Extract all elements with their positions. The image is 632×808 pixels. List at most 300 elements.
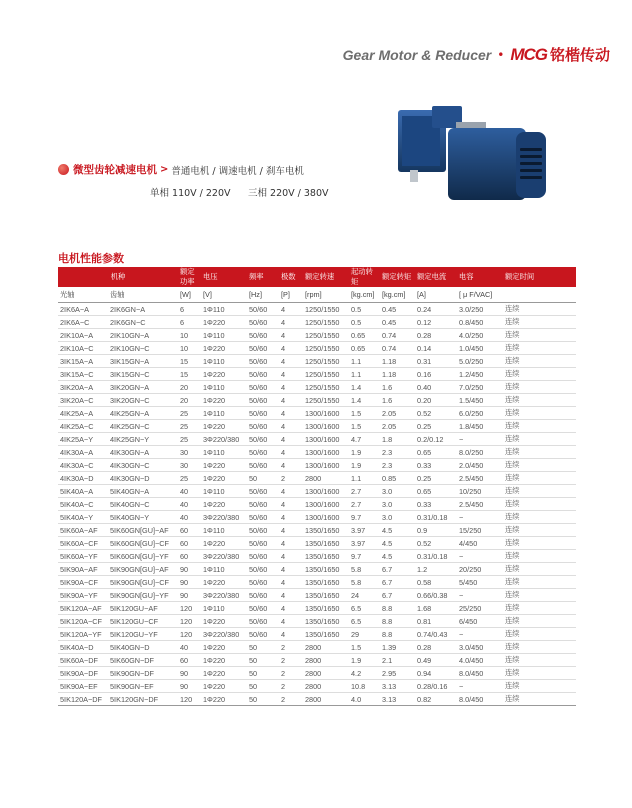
table-cell: 4IK25GN−C <box>108 420 178 433</box>
table-cell: 6.5 <box>349 615 380 628</box>
table-cell: 4 <box>279 433 303 446</box>
table-cell: 1Φ220 <box>201 641 247 654</box>
table-cell: 5IK90GN−DF <box>108 667 178 680</box>
table-cell: 0.94 <box>415 667 457 680</box>
table-cell: 50 <box>247 654 279 667</box>
table-cell: 1350/1650 <box>303 563 349 576</box>
table-cell: 2IK6A−C <box>58 316 108 329</box>
table-cell: 5IK90A−YF <box>58 589 108 602</box>
table-cell: 1.5/450 <box>457 394 503 407</box>
col-header: 额定时间 <box>503 267 576 287</box>
table-row <box>58 303 576 316</box>
table-row <box>58 537 576 550</box>
table-cell: 连续 <box>503 654 576 667</box>
table-cell: 0.28/0.16 <box>415 680 457 693</box>
table-cell: 3Φ220/380 <box>201 511 247 524</box>
table-cell: 2.3 <box>380 459 415 472</box>
table-cell: 2.95 <box>380 667 415 680</box>
table-row <box>58 602 576 615</box>
table-cell: 1Φ220 <box>201 654 247 667</box>
table-row <box>58 342 576 355</box>
table-cell: 1250/1550 <box>303 342 349 355</box>
table-cell: 50/60 <box>247 420 279 433</box>
brand-name-cn: 铭楷传动 <box>549 46 610 64</box>
table-cell: 50/60 <box>247 498 279 511</box>
table-cell: 0.31 <box>415 355 457 368</box>
table-cell: 6.0/250 <box>457 407 503 420</box>
table-cell: 2 <box>279 667 303 680</box>
table-cell: 50/60 <box>247 550 279 563</box>
table-cell: 1Φ110 <box>201 329 247 342</box>
table-cell: 1350/1650 <box>303 602 349 615</box>
table-cell: 15 <box>178 355 201 368</box>
table-cell: 3Φ220/380 <box>201 433 247 446</box>
table-cell: 4 <box>279 420 303 433</box>
table-cell: 50/60 <box>247 368 279 381</box>
col-header: 起动转矩 <box>349 267 380 287</box>
table-cell: 1Φ220 <box>201 498 247 511</box>
table-cell: 4.0 <box>349 693 380 706</box>
table-cell: 连续 <box>503 394 576 407</box>
table-cell: 50 <box>247 641 279 654</box>
table-cell: 50 <box>247 472 279 485</box>
table-cell: 4.0/250 <box>457 329 503 342</box>
table-cell: 3.13 <box>380 680 415 693</box>
table-cell: 10 <box>178 342 201 355</box>
table-cell: 5.0/250 <box>457 355 503 368</box>
table-cell: 0.65 <box>349 342 380 355</box>
table-cell: 0.58 <box>415 576 457 589</box>
table-row <box>58 654 576 667</box>
table-cell: 1Φ220 <box>201 680 247 693</box>
table-cell: 4IK25GN−Y <box>108 433 178 446</box>
table-cell: 5IK60GN[GU]−CF <box>108 537 178 550</box>
table-cell: 连续 <box>503 511 576 524</box>
table-subheader-row <box>58 287 576 303</box>
table-cell: 50/60 <box>247 589 279 602</box>
table-cell: 4.2 <box>349 667 380 680</box>
table-cell: 9.7 <box>349 511 380 524</box>
table-cell: 3IK15GN−C <box>108 368 178 381</box>
table-cell: 3IK20GN−C <box>108 394 178 407</box>
table-row <box>58 381 576 394</box>
table-cell: 50/60 <box>247 485 279 498</box>
section-title: 电机性能参数 <box>58 252 124 265</box>
table-cell: 连续 <box>503 472 576 485</box>
table-cell: 连续 <box>503 407 576 420</box>
table-cell: 3.97 <box>349 537 380 550</box>
brand-logo: MCG <box>510 44 547 64</box>
table-cell: 5IK60GN−DF <box>108 654 178 667</box>
table-cell: 2 <box>279 654 303 667</box>
table-cell: 8.8 <box>380 628 415 641</box>
table-cell: 5IK40A−Y <box>58 511 108 524</box>
table-cell: 5IK90GN−EF <box>108 680 178 693</box>
table-cell: 4 <box>279 511 303 524</box>
unit-header: [A] <box>415 287 457 303</box>
table-cell: 1.4 <box>349 381 380 394</box>
col-header: 电容 <box>457 267 503 287</box>
table-cell: 0.16 <box>415 368 457 381</box>
table-cell: 5IK90GN[GU]−YF <box>108 589 178 602</box>
table-cell: 连续 <box>503 368 576 381</box>
table-cell: 25 <box>178 407 201 420</box>
product-category-line <box>58 162 304 177</box>
three-phase-spec: 三相 220V / 380V <box>248 188 329 199</box>
table-body <box>58 303 576 706</box>
table-cell: 1.6 <box>380 394 415 407</box>
table-cell: 0.31/0.18 <box>415 511 457 524</box>
table-cell: 4.5 <box>380 524 415 537</box>
table-cell: 0.25 <box>415 472 457 485</box>
tagline: Gear Motor & Reducer <box>342 46 492 63</box>
table-cell: 5IK40GN−D <box>108 641 178 654</box>
table-cell: 60 <box>178 537 201 550</box>
table-cell: 1250/1550 <box>303 355 349 368</box>
table-cell: 1.0/450 <box>457 342 503 355</box>
table-cell: 2IK10A−A <box>58 329 108 342</box>
table-cell: 3.0/450 <box>457 641 503 654</box>
table-cell: 25 <box>178 472 201 485</box>
table-cell: 1Φ220 <box>201 537 247 550</box>
table-cell: − <box>457 433 503 446</box>
table-cell: 1300/1600 <box>303 459 349 472</box>
table-cell: 0.65 <box>349 329 380 342</box>
table-cell: 5IK60A−DF <box>58 654 108 667</box>
table-cell: 1Φ220 <box>201 472 247 485</box>
table-cell: 1350/1650 <box>303 615 349 628</box>
table-row <box>58 472 576 485</box>
col-header: 机种 <box>58 267 178 287</box>
table-cell: − <box>457 511 503 524</box>
table-cell: 4IK30GN−C <box>108 459 178 472</box>
table-cell: 4 <box>279 342 303 355</box>
table-cell: 2.0/450 <box>457 459 503 472</box>
table-cell: 5IK60A−YF <box>58 550 108 563</box>
table-row <box>58 446 576 459</box>
table-cell: 连续 <box>503 589 576 602</box>
table-cell: 0.74 <box>380 342 415 355</box>
table-cell: 4 <box>279 407 303 420</box>
table-cell: 50/60 <box>247 394 279 407</box>
table-cell: 2800 <box>303 680 349 693</box>
table-cell: 4 <box>279 485 303 498</box>
table-cell: 0.14 <box>415 342 457 355</box>
table-cell: 120 <box>178 615 201 628</box>
table-cell: 1350/1650 <box>303 524 349 537</box>
table-cell: 4 <box>279 329 303 342</box>
col-header: 极数 <box>279 267 303 287</box>
table-cell: 2.05 <box>380 407 415 420</box>
table-cell: 120 <box>178 693 201 706</box>
table-cell: 1Φ110 <box>201 524 247 537</box>
table-cell: 连续 <box>503 446 576 459</box>
table-cell: 5.8 <box>349 576 380 589</box>
table-cell: 30 <box>178 446 201 459</box>
table-cell: 1Φ110 <box>201 303 247 316</box>
table-cell: 1Φ220 <box>201 316 247 329</box>
table-cell: 5IK40A−C <box>58 498 108 511</box>
table-cell: − <box>457 628 503 641</box>
table-cell: 50/60 <box>247 342 279 355</box>
table-cell: 1300/1600 <box>303 511 349 524</box>
table-cell: 1250/1550 <box>303 316 349 329</box>
table-cell: 50/60 <box>247 329 279 342</box>
table-cell: 3.0/250 <box>457 303 503 316</box>
table-cell: 4 <box>279 381 303 394</box>
table-cell: 4.5 <box>380 537 415 550</box>
table-cell: 4 <box>279 563 303 576</box>
table-cell: 5IK40GN−A <box>108 485 178 498</box>
table-cell: 0.65 <box>415 485 457 498</box>
table-cell: 0.40 <box>415 381 457 394</box>
table-row <box>58 550 576 563</box>
table-cell: 1.39 <box>380 641 415 654</box>
table-cell: 3Φ220/380 <box>201 589 247 602</box>
table-cell: 1.9 <box>349 654 380 667</box>
table-cell: 1.1 <box>349 472 380 485</box>
table-cell: 0.52 <box>415 407 457 420</box>
table-cell: 5/450 <box>457 576 503 589</box>
table-cell: 1.9 <box>349 446 380 459</box>
table-cell: 8.8 <box>380 615 415 628</box>
table-cell: 3.0 <box>380 485 415 498</box>
table-cell: 2 <box>279 680 303 693</box>
table-cell: 0.20 <box>415 394 457 407</box>
table-cell: 4 <box>279 368 303 381</box>
table-cell: 2800 <box>303 693 349 706</box>
table-cell: 15 <box>178 368 201 381</box>
table-cell: 2800 <box>303 654 349 667</box>
table-cell: 50/60 <box>247 602 279 615</box>
table-cell: 4IK30GN−D <box>108 472 178 485</box>
table-cell: 3IK20A−A <box>58 381 108 394</box>
table-cell: 4 <box>279 394 303 407</box>
table-cell: 50/60 <box>247 615 279 628</box>
table-row <box>58 524 576 537</box>
table-cell: 连续 <box>503 420 576 433</box>
table-cell: 连续 <box>503 550 576 563</box>
col-header: 额定转速 <box>303 267 349 287</box>
table-cell: 连续 <box>503 667 576 680</box>
table-cell: 1Φ220 <box>201 615 247 628</box>
table-cell: 25/250 <box>457 602 503 615</box>
table-cell: 4IK25A−C <box>58 420 108 433</box>
table-row <box>58 394 576 407</box>
gear-motor-image <box>396 106 556 206</box>
table-cell: 1.8/450 <box>457 420 503 433</box>
table-cell: 50 <box>247 693 279 706</box>
table-cell: 5IK90A−AF <box>58 563 108 576</box>
table-cell: 5IK90A−CF <box>58 576 108 589</box>
table-cell: 0.31/0.18 <box>415 550 457 563</box>
table-cell: 4IK30GN−A <box>108 446 178 459</box>
table-row <box>58 420 576 433</box>
table-cell: 1250/1550 <box>303 381 349 394</box>
table-cell: 0.9 <box>415 524 457 537</box>
table-cell: 0.74/0.43 <box>415 628 457 641</box>
table-row <box>58 576 576 589</box>
table-cell: 3.13 <box>380 693 415 706</box>
table-cell: 1250/1550 <box>303 303 349 316</box>
table-cell: 24 <box>349 589 380 602</box>
table-cell: 0.45 <box>380 316 415 329</box>
table-cell: 0.85 <box>380 472 415 485</box>
table-cell: 4 <box>279 576 303 589</box>
table-cell: 3IK20A−C <box>58 394 108 407</box>
table-cell: 1.5 <box>349 407 380 420</box>
table-cell: 5IK120A−AF <box>58 602 108 615</box>
table-cell: 3IK15A−C <box>58 368 108 381</box>
table-cell: 连续 <box>503 576 576 589</box>
table-cell: 4 <box>279 303 303 316</box>
table-cell: 6.7 <box>380 589 415 602</box>
table-row <box>58 693 576 706</box>
table-cell: 4.5 <box>380 550 415 563</box>
table-cell: 1250/1550 <box>303 394 349 407</box>
table-cell: 90 <box>178 576 201 589</box>
table-cell: 1Φ220 <box>201 576 247 589</box>
table-cell: 1.18 <box>380 368 415 381</box>
table-cell: 5IK90A−EF <box>58 680 108 693</box>
table-cell: 7.0/250 <box>457 381 503 394</box>
table-cell: 1Φ220 <box>201 693 247 706</box>
table-cell: 1300/1600 <box>303 446 349 459</box>
table-cell: 4 <box>279 524 303 537</box>
unit-header: 光轴 <box>58 287 108 303</box>
table-cell: 4IK25A−A <box>58 407 108 420</box>
table-cell: 8.8 <box>380 602 415 615</box>
unit-header: [W] <box>178 287 201 303</box>
table-cell: 6.5 <box>349 602 380 615</box>
table-cell: 6.7 <box>380 563 415 576</box>
table-cell: 5IK90A−DF <box>58 667 108 680</box>
table-cell: 1300/1600 <box>303 407 349 420</box>
table-cell: 4 <box>279 602 303 615</box>
table-cell: 5IK60GN[GU]−YF <box>108 550 178 563</box>
table-cell: 1.8 <box>380 433 415 446</box>
table-cell: 25 <box>178 433 201 446</box>
table-cell: 连续 <box>503 680 576 693</box>
table-cell: 50/60 <box>247 355 279 368</box>
table-cell: 90 <box>178 589 201 602</box>
table-cell: 2.1 <box>380 654 415 667</box>
table-cell: 5IK60A−AF <box>58 524 108 537</box>
bullet-dot-icon <box>58 164 69 175</box>
table-cell: 29 <box>349 628 380 641</box>
table-cell: 8.0/450 <box>457 693 503 706</box>
table-cell: 50/60 <box>247 459 279 472</box>
unit-header: [ μ F/VAC] <box>457 287 503 303</box>
table-cell: 2800 <box>303 667 349 680</box>
table-cell: 1350/1650 <box>303 589 349 602</box>
table-cell: 5IK120A−YF <box>58 628 108 641</box>
table-cell: 4 <box>279 537 303 550</box>
table-cell: 60 <box>178 524 201 537</box>
table-cell: 20/250 <box>457 563 503 576</box>
table-cell: 连续 <box>503 641 576 654</box>
table-cell: 1.5 <box>349 420 380 433</box>
table-cell: 3.97 <box>349 524 380 537</box>
table-cell: 6 <box>178 303 201 316</box>
table-cell: 50 <box>247 667 279 680</box>
table-cell: 1Φ110 <box>201 446 247 459</box>
table-cell: 4IK25A−Y <box>58 433 108 446</box>
table-cell: 50/60 <box>247 563 279 576</box>
table-cell: 1.4 <box>349 394 380 407</box>
table-cell: 50/60 <box>247 628 279 641</box>
table-row <box>58 667 576 680</box>
table-cell: 0.81 <box>415 615 457 628</box>
table-row <box>58 355 576 368</box>
table-cell: 4 <box>279 316 303 329</box>
table-cell: 50/60 <box>247 303 279 316</box>
table-cell: 1Φ110 <box>201 407 247 420</box>
unit-header: [kg.cm] <box>349 287 380 303</box>
table-cell: 0.12 <box>415 316 457 329</box>
table-cell: 120 <box>178 602 201 615</box>
table-row <box>58 459 576 472</box>
table-cell: 1.68 <box>415 602 457 615</box>
table-cell: 2IK6GN−A <box>108 303 178 316</box>
table-cell: 5IK120A−CF <box>58 615 108 628</box>
table-cell: 1.2/450 <box>457 368 503 381</box>
table-cell: − <box>457 550 503 563</box>
table-cell: 50/60 <box>247 511 279 524</box>
performance-table <box>58 267 576 706</box>
table-cell: 连续 <box>503 342 576 355</box>
table-cell: 4 <box>279 355 303 368</box>
table-cell: 1Φ220 <box>201 342 247 355</box>
col-header: 额定电流 <box>415 267 457 287</box>
table-cell: 20 <box>178 394 201 407</box>
table-cell: 4IK30A−A <box>58 446 108 459</box>
table-cell: 3IK15A−A <box>58 355 108 368</box>
table-cell: 0.25 <box>415 420 457 433</box>
table-cell: 8.0/250 <box>457 446 503 459</box>
table-cell: 2IK10GN−C <box>108 342 178 355</box>
table-cell: 1Φ220 <box>201 420 247 433</box>
table-cell: 5IK40GN−Y <box>108 511 178 524</box>
table-row <box>58 563 576 576</box>
col-header: 电压 <box>201 267 247 287</box>
table-cell: 5IK40A−D <box>58 641 108 654</box>
table-row <box>58 485 576 498</box>
table-cell: 0.5 <box>349 316 380 329</box>
table-cell: 连续 <box>503 381 576 394</box>
table-cell: 4IK25GN−A <box>108 407 178 420</box>
table-row <box>58 316 576 329</box>
table-cell: 2.3 <box>380 446 415 459</box>
page-header <box>343 44 610 65</box>
table-cell: 3IK20GN−A <box>108 381 178 394</box>
unit-header: 齿轴 <box>108 287 178 303</box>
table-cell: 1.5 <box>349 641 380 654</box>
table-cell: 120 <box>178 628 201 641</box>
table-cell: 40 <box>178 511 201 524</box>
table-cell: 5IK90GN[GU]−CF <box>108 576 178 589</box>
table-cell: 4 <box>279 550 303 563</box>
table-cell: 连续 <box>503 537 576 550</box>
table-row <box>58 407 576 420</box>
table-cell: 2IK6GN−C <box>108 316 178 329</box>
table-cell: 4IK30A−C <box>58 459 108 472</box>
table-cell: 1.1 <box>349 355 380 368</box>
table-cell: 3Φ220/380 <box>201 628 247 641</box>
table-cell: 0.5 <box>349 303 380 316</box>
unit-header: [kg.cm] <box>380 287 415 303</box>
table-row <box>58 329 576 342</box>
